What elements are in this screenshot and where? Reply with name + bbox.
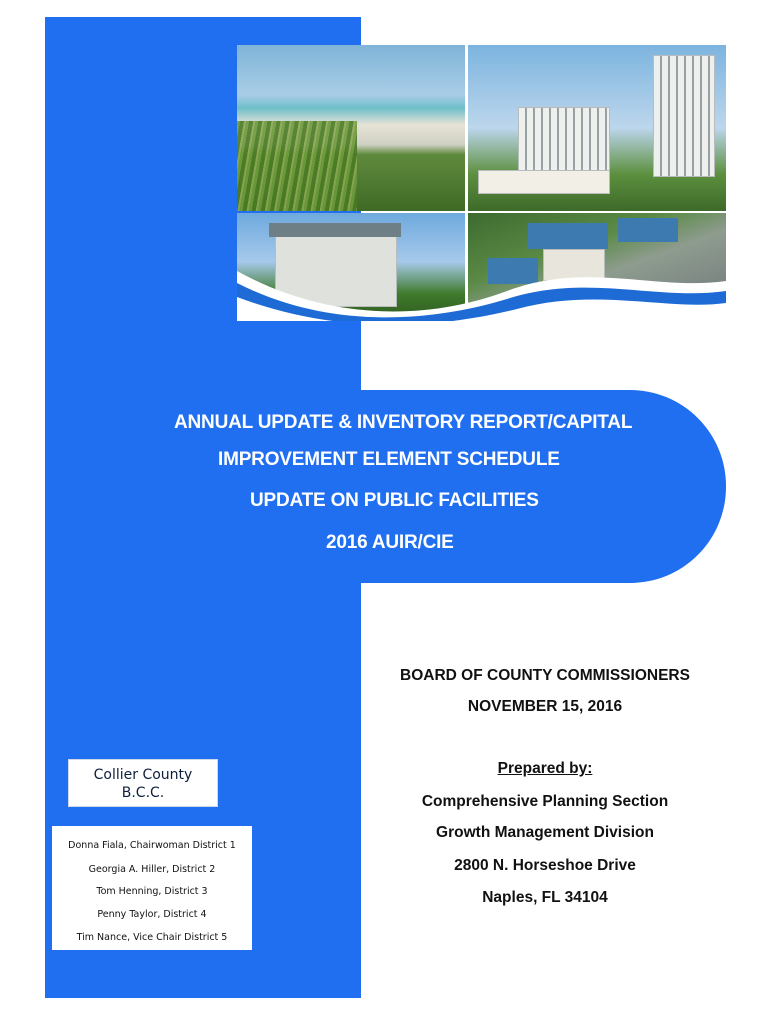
- beach-dunes-photo: [237, 45, 465, 211]
- prepared-section: Comprehensive Planning Section: [421, 793, 669, 810]
- title-line-1: ANNUAL UPDATE & INVENTORY REPORT/CAPITAL: [174, 412, 633, 433]
- meeting-date: NOVEMBER 15, 2016: [467, 698, 623, 715]
- cover-photo-collage: [237, 45, 726, 321]
- title-line-4: 2016 AUIR/CIE: [326, 532, 454, 553]
- decorative-wave: [237, 251, 726, 321]
- banner-lower-curve: [361, 583, 661, 643]
- commissioner-item: Tom Henning, District 3: [96, 886, 208, 897]
- commissioner-item: Donna Fiala, Chairwoman District 1: [68, 840, 236, 851]
- board-name: BOARD OF COUNTY COMMISSIONERS: [400, 667, 690, 684]
- title-line-2: IMPROVEMENT ELEMENT SCHEDULE: [218, 449, 560, 470]
- prepared-city: Naples, FL 34104: [482, 889, 608, 906]
- prepared-division: Growth Management Division: [436, 824, 654, 841]
- title-line-3: UPDATE ON PUBLIC FACILITIES: [250, 490, 539, 511]
- prepared-address: 2800 N. Horseshoe Drive: [454, 857, 636, 874]
- commissioner-item: Penny Taylor, District 4: [97, 909, 207, 920]
- commissioner-item: Tim Nance, Vice Chair District 5: [76, 932, 228, 943]
- government-center-photo: [468, 45, 726, 211]
- logo-line-2: B.C.C.: [121, 785, 165, 801]
- commissioner-item: Georgia A. Hiller, District 2: [88, 864, 216, 875]
- county-logo: [68, 759, 218, 807]
- logo-line-1: Collier County: [93, 767, 193, 783]
- prepared-by-heading: Prepared by:: [497, 760, 593, 777]
- commissioner-list: [52, 826, 252, 950]
- banner-upper-curve: [361, 330, 661, 390]
